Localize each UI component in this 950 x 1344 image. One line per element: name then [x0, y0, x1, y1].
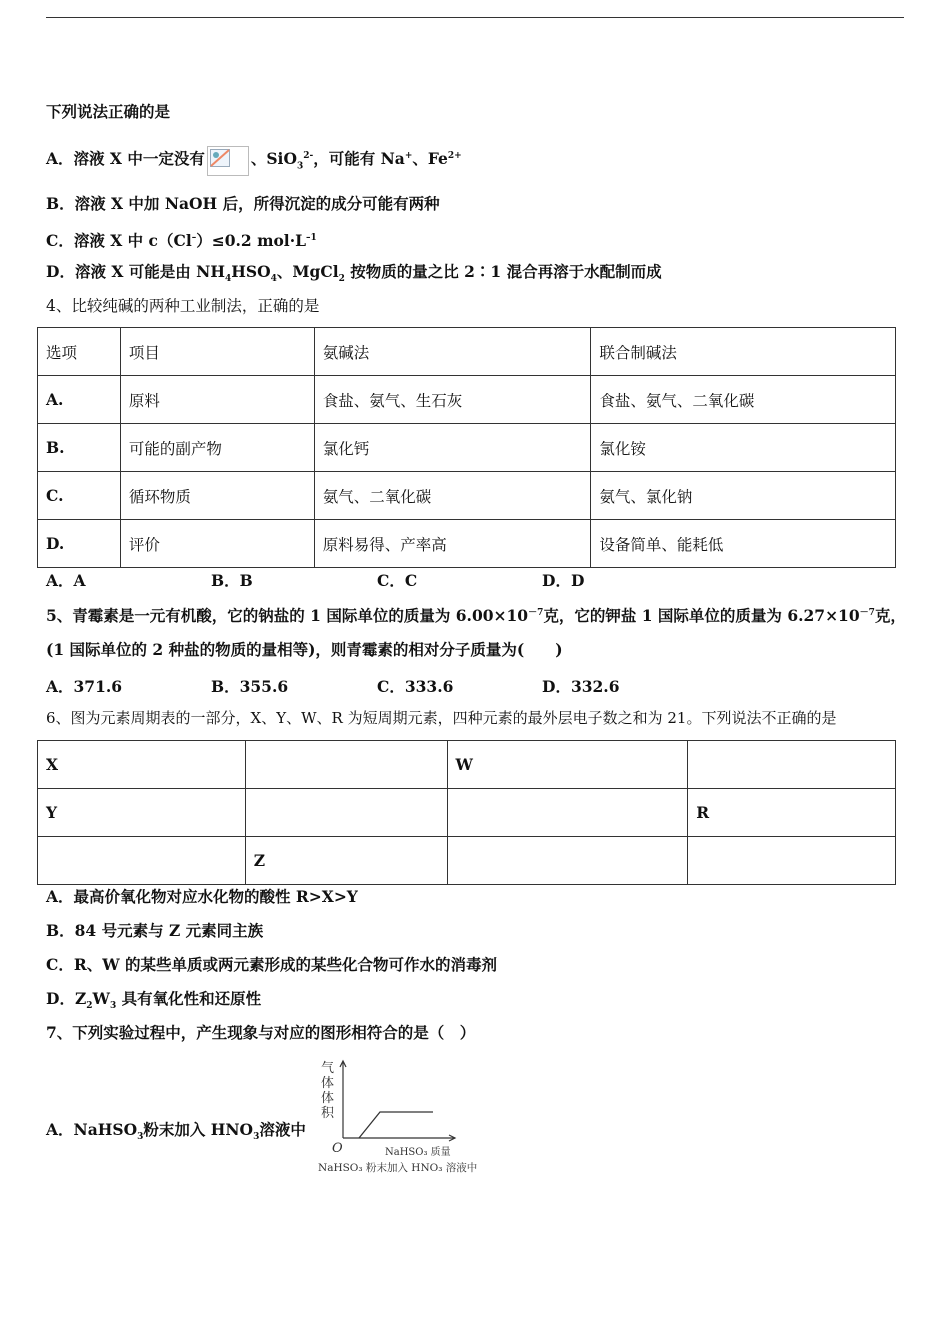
element-cell — [38, 837, 246, 885]
q7-stem: 7、下列实验过程中，产生现象与对应的图形相符合的是（ ） — [46, 1023, 476, 1042]
q7a-s2: 3 — [253, 1132, 260, 1143]
q3a-mid: 、SiO — [250, 149, 297, 169]
q5-l1b: 克，它的钾盐 1 国际单位的质量为 6.27×10 — [543, 606, 860, 626]
q4-cell: 设备简单、能耗低 — [591, 520, 896, 568]
table-row — [38, 741, 896, 789]
q3a-sup2: + — [404, 151, 413, 161]
q7a-s1: 3 — [137, 1132, 144, 1143]
q4-cell: B. — [38, 424, 121, 472]
table-row — [38, 789, 896, 837]
q4-cell: A. — [38, 376, 121, 424]
y-axis-label-char: 积 — [321, 1106, 335, 1121]
q4-cell: 氯化钙 — [314, 424, 591, 472]
q6d-pre: D．Z — [46, 989, 87, 1008]
q5-choice-a: A．371.6 — [46, 677, 123, 696]
q3-option-a — [46, 146, 462, 176]
q5-l1c: 克， — [874, 606, 906, 626]
q5-choice-b: B．355.6 — [211, 677, 289, 696]
element-cell — [688, 741, 896, 789]
origin-label: O — [332, 1141, 343, 1156]
q7a-pre: A．NaHSO — [46, 1120, 138, 1139]
q4-cell: D. — [38, 520, 121, 568]
x-axis-label: NaHSO₃ 质量 — [385, 1147, 451, 1158]
q7a-m: 粉末加入 HNO — [143, 1120, 254, 1139]
q3d-s1: 4 — [224, 274, 232, 285]
periodic-table-fragment — [37, 740, 896, 885]
element-cell — [245, 741, 447, 789]
table-row — [38, 520, 896, 568]
q5-exp2: －7 — [859, 608, 875, 618]
q3-option-d — [46, 262, 662, 289]
q4-header-cell: 联合制碱法 — [591, 328, 896, 376]
element-cell: R — [688, 789, 896, 837]
q7-option-a — [46, 1120, 306, 1147]
q6-stem: 6、图为元素周期表的一部分，X、Y、W、R 为短周期元素，四种元素的最外层电子数之和为 21。下列说法不正确的是 — [46, 709, 837, 727]
q4-cell: 可能的副产物 — [120, 424, 314, 472]
q4-cell: 食盐、氨气、二氧化碳 — [591, 376, 896, 424]
graph-caption: NaHSO₃ 粉末加入 HNO₃ 溶液中 — [318, 1162, 478, 1174]
q3a-mid2: ，可能有 Na — [313, 149, 405, 169]
q4-cell: 氯化铵 — [591, 424, 896, 472]
element-cell: Z — [245, 837, 447, 885]
q3c-sup: – — [191, 233, 197, 243]
q6-option-a: A．最高价氧化物对应水化物的酸性 R>X>Y — [46, 887, 358, 906]
q4-stem: 4、比较纯碱的两种工业制法，正确的是 — [46, 297, 320, 315]
q4-cell: 原料易得、产率高 — [314, 520, 591, 568]
q6d-rest: 具有氧化性和还原性 — [116, 989, 262, 1008]
table-row — [38, 837, 896, 885]
q4-cell: 氨气、二氧化碳 — [314, 472, 591, 520]
table-row — [38, 424, 896, 472]
q3d-s2: 4 — [270, 274, 277, 285]
q6-option-b: B．84 号元素与 Z 元素同主族 — [46, 921, 264, 940]
q4-cell: 食盐、氨气、生石灰 — [314, 376, 591, 424]
q4-header-cell: 选项 — [38, 328, 121, 376]
q3a-sup1: 2- — [303, 151, 314, 161]
q7a-rest: 溶液中 — [259, 1120, 306, 1139]
element-cell — [245, 789, 447, 837]
broken-image-icon — [207, 146, 249, 176]
q4-header-cell: 项目 — [120, 328, 314, 376]
q6d-m: W — [92, 989, 110, 1008]
q4-cell: 循环物质 — [120, 472, 314, 520]
q4-header-row — [38, 328, 896, 376]
q3a-mid3: 、Fe — [412, 149, 448, 169]
element-cell — [447, 837, 688, 885]
table-row — [38, 376, 896, 424]
q3-option-b: B．溶液 X 中加 NaOH 后，所得沉淀的成分可能有两种 — [46, 194, 440, 213]
q5-choice-c: C．333.6 — [377, 677, 454, 696]
y-axis-label-char: 体 — [321, 1076, 335, 1091]
q6d-s2: 3 — [109, 1001, 117, 1012]
q3d-rest: 按物质的量之比 2∶1 混合再溶于水配制而成 — [344, 262, 662, 281]
element-cell: W — [447, 741, 688, 789]
q6-option-d — [46, 989, 261, 1016]
q5-exp1: －7 — [528, 608, 544, 618]
element-cell — [447, 789, 688, 837]
q5-stem-line2: (1 国际单位的 2 种盐的物质的量相等)，则青霉素的相对分子质量为( ) — [46, 640, 563, 659]
gas-volume-graph — [315, 1058, 495, 1178]
q4-cell: C. — [38, 472, 121, 520]
q3-stem: 下列说法正确的是 — [46, 102, 171, 121]
table-row — [38, 472, 896, 520]
q3d-s3: 2 — [338, 274, 345, 285]
q6d-s1: 2 — [86, 1001, 93, 1012]
element-cell — [688, 837, 896, 885]
header-rule — [46, 17, 904, 18]
element-cell: Y — [38, 789, 246, 837]
q4-choice-d: D．D — [542, 571, 585, 590]
q3d-m2: 、MgCl — [276, 262, 339, 281]
q4-cell: 评价 — [120, 520, 314, 568]
q3c-text: C．溶液 X 中 c（Cl — [46, 231, 192, 251]
q3c-sup2: –1 — [306, 233, 317, 243]
y-axis-label-char: 体 — [321, 1091, 335, 1106]
q3d-m1: HSO — [231, 262, 271, 281]
gas-volume-curve — [359, 1112, 433, 1138]
q3-option-c — [46, 228, 317, 251]
q4-cell: 氨气、氯化钠 — [591, 472, 896, 520]
q3a-sub: 3 — [296, 161, 304, 172]
element-cell: X — [38, 741, 246, 789]
q4-choice-c: C．C — [377, 571, 418, 590]
q3a-pre: A．溶液 X 中一定没有 — [46, 149, 205, 169]
q4-table — [37, 327, 896, 568]
q4-cell: 原料 — [120, 376, 314, 424]
q5-stem-line1 — [46, 603, 906, 626]
y-axis-label-char: 气 — [321, 1061, 335, 1076]
q4-header-cell: 氨碱法 — [314, 328, 591, 376]
q3a-sup3: 2+ — [447, 151, 462, 161]
q4-choice-a: A．A — [46, 571, 86, 590]
q6-option-c: C．R、W 的某些单质或两元素形成的某些化合物可作水的消毒剂 — [46, 955, 498, 974]
q5-l1a: 5、青霉素是一元有机酸，它的钠盐的 1 国际单位的质量为 6.00×10 — [46, 606, 529, 626]
q3d-pre: D．溶液 X 可能是由 NH — [46, 262, 225, 281]
q4-choice-b: B．B — [211, 571, 253, 590]
q5-choice-d: D．332.6 — [542, 677, 620, 696]
q3c-rest: ）≤0.2 mol·L — [196, 231, 306, 251]
